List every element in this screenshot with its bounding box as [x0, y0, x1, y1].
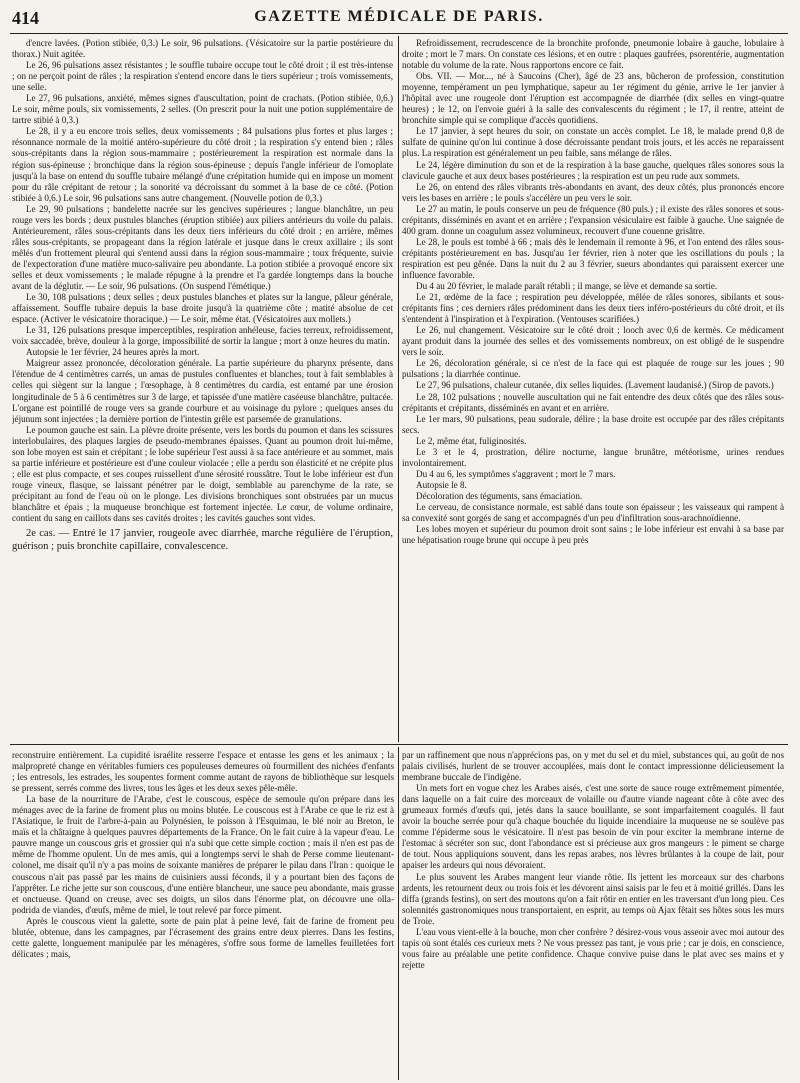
paragraph: reconstruire entièrement. La cupidité israélite resserre l'espace et entasse les gens et les animaux ; la malpropreté change en véritables fumiers ces populeuses demeures où fourmillent des nichées d'enfants ; les entresols, les estrades, les soupentes forment comme autant de rayons de bibliothèque sur lesquels se pressent, serrés comme des livres, tous les âges et les deux sexes pêle-mêle.: [12, 750, 394, 794]
page-number: 414: [12, 8, 39, 28]
paragraph: d'encre lavées. (Potion stibiée, 0,3.) Le soir, 96 pulsations. (Vésicatoire sur la partie postérieure du thorax.) Nuit agitée.: [12, 38, 393, 60]
paragraph: Le 26, on entend des râles vibrants très-abondants en avant, des deux côtés, plus prononcés encore vers les bases en arrière ; le pouls s'accélère un peu vers le soir.: [402, 181, 784, 203]
article-column-left: [12, 38, 393, 739]
paragraph: Le 21, œdème de la face ; respiration peu développée, mêlée de râles sonores, sibilants et sous-crépitants fins ; ces derniers râles prédominent dans les deux tiers inféro-postérieurs du côté droit, et ils s'entendent à l'inspiration et à l'expiration. (Ventouses scarifiées.): [402, 292, 784, 325]
article-column-right: [402, 38, 784, 739]
paragraph: Le 26, décoloration générale, si ce n'est de la face qui est plaquée de rouge sur les joues ; 90 pulsations ; la diarrhée continue.: [402, 358, 784, 380]
paragraph: Le 28, 102 pulsations ; nouvelle auscultation qui ne fait entendre des deux côtés que des râles sous-crépitants et crépitants, disséminés en avant et en arrière.: [402, 391, 784, 413]
column-divider-bottom: [398, 747, 399, 1080]
column-divider-top: [398, 36, 399, 742]
paragraph: Le poumon gauche est sain. La plèvre droite présente, vers les bords du poumon et dans les scissures interlobulaires, des plaques largies de pseudo-membranes épaisses. Quant au poumon droit lui-même, son lobe moyen est sain et crépitant ; le lobe supérieur l'est aussi à sa face antérieure et au sommet, mais sa partie inférieure et postérieure est d'une couleur violacée ; elle a perdu son élasticité et ne crépite plus ; elle est plus compacte, et ses coupes ruissellent d'une sérosité roussâtre. Tout le lobe inférieur est d'un rouge vineux, flasque, se laissant pénétrer par le doigt, semblable au parenchyme de la rate, se précipitant au fond de l'eau où on le plonge. Les divisions bronchiques sont obstruées par un mucus blanchâtre et épais ; la muqueuse bronchique est fortement injectée. Le cœur, de volume ordinaire, contient du sang en caillots dans ses cavités droites ; les cavités gauches sont vides.: [12, 424, 393, 524]
paragraph: Le 3 et le 4, prostration, délire nocturne, langue brunâtre, météorisme, urines rendues involontairement.: [402, 446, 784, 468]
paragraph: par un raffinement que nous n'apprécions pas, on y met du sel et du miel, substances qui, au goût de nos palais civilisés, hurlent de se trouver accouplées, mais dont le contact impressionne délicieusement la membrane buccale de l'indigène.: [402, 750, 784, 783]
paragraph: Le 24, légère diminution du son et de la respiration à la base gauche, quelques râles sonores sous la clavicule gauche et aux deux bases postérieures ; la respiration est un peu rude aux sommets.: [402, 159, 784, 181]
paragraph: Décoloration des téguments, sans émaciation.: [416, 490, 583, 501]
paragraph: Le 27, 96 pulsations, anxiété, mêmes signes d'auscultation, point de crachats. (Potion stibiée, 0,6.) Le soir, même pouls, six vomissements, 2 selles. (On prescrit pour la nuit une potion supplémentaire de tartre stibié à 0,3.): [12, 93, 393, 126]
paragraph: Un mets fort en vogue chez les Arabes aisés, c'est une sorte de sauce rouge extrêmement pimentée, dans laquelle on a fait cuire des morceaux de volaille ou d'autre viande nageant côte à côte avec des grumeaux formés d'œufs qui, jetés dans la sauce bouillante, se sont imparfaitement coagulés. Il faut avoir la bouche serrée pour qu'à chaque bouchée du liquide incendiaire la muqueuse ne se soulève pas comme l'épiderme sous le vésicatoire. Il n'est pas besoin de vin pour exciter la membrane interne de l'estomac à sécréter son suc, dont l'abondance est si précieuse aux gros mangeurs : le piment se charge de tout. Nous appliquions souvent, dans les repas arabes, nos lèvres brûlantes à la coupe de lait, pour apaiser les ardeurs qui nous dévoraient.: [402, 783, 784, 871]
paragraph: Le 29, 90 pulsations ; bandelette nacrée sur les gencives supérieures ; langue blanchâtre, un peu rouge vers les bords ; deux pustules blanches (éruption stibiée) aux piliers antérieurs du voile du palais. Antérieurement, râles sous-crépitants dans les deux tiers inférieurs du côté droit ; en arrière, mêmes râles sous-crépitants, se propageant dans la région latérale et jusque dans le creux axillaire ; ils sont mêlés d'un frottement pleural qui s'entend aussi dans la région sous-mammaire ; toux fréquente, suivie de l'expectoration d'une matière muco-salivaire peu abondante. La potion stibiée a provoqué encore six selles et deux vomissements ; le malade répugne à la prendre et l'a gardée longtemps dans la bouche avant de la déglutir. — Le soir, 96 pulsations. (On suspend l'émétique.): [12, 203, 393, 292]
paragraph: Le 1er mars, 90 pulsations, peau sudorale, délire ; la base droite est occupée par des râles crépitants secs.: [402, 413, 784, 435]
section-divider: [10, 744, 788, 745]
paragraph: Le plus souvent les Arabes mangent leur viande rôtie. Ils jettent les morceaux sur des charbons ardents, les retournent deux ou trois fois et les dévorent ainsi saisis par le feu et à moitié grillés. Dans les diffa (grands festins), on sert des moutons qu'on a fait rôtir en entier en les traversant d'un long pieu. Ces solennités gastronomiques nous transportaient, en esprit, au temps où Ajax fêtait ses hôtes sous les murs de Troie.: [402, 871, 784, 926]
feuilleton-column-left: [12, 750, 394, 1080]
paragraph: Le 30, 108 pulsations ; deux selles ; deux pustules blanches et plates sur la langue, pâleur générale, affaissement. Souffle tubaire depuis la base droite jusqu'à la quatrième côte ; matité absolue de cet espace. (Activer le vésicatoire thoracique.) — Le soir, même état. (Vésicatoires aux mollets.): [12, 292, 393, 325]
feuilleton-column-right: [402, 750, 784, 1080]
paragraph: L'eau vous vient-elle à la bouche, mon cher confrère ? désirez-vous vous asseoir avec moi autour des tapis où sont étalés ces curieux mets ? Ne vous pressez pas tant, je vous prie ; car je dois, en conscience, vous faire au préalable une petite confidence. Chaque convive puise dans le plat avec ses mains et y rejette: [402, 926, 784, 970]
paragraph: Du 4 au 6, les symptômes s'aggravent ; mort le 7 mars.: [416, 468, 616, 479]
paragraph: Le 2, même état, fuliginosités.: [416, 435, 527, 446]
paragraph: Après le couscous vient la galette, sorte de pain plat à peine levé, fait de farine de froment peu blutée, obtenue, dans les campagnes, par l'écrasement des grains entre deux pierres. Dans les festins, cette galette, longuement manipulée par les ménagères, s'offre sous forme de lamelles feuilletées fort délicates ; mais,: [12, 915, 394, 959]
paragraph: Le 26, nul changement. Vésicatoire sur le côté droit ; looch avec 0,6 de kermès. Ce médicament ayant produit dans la journée des selles et des vomissements nombreux, on est obligé de le suspendre vers le soir.: [402, 325, 784, 358]
observation-heading: Obs. VII. — Mor..., né à Saucoins (Cher), âgé de 23 ans, bûcheron de profession, constitution moyenne, tempérament un peu lymphatique, sapeur au 1er régiment du génie, arrive le 1er janvier à l'hôpital avec une rougeole dont l'éruption est accompagnée de diarrhée (dix selles en vingt-quatre heures) ; le 12, on l'envoie guéri à la salle des convalescents du régiment ; le 17, il rentre, atteint de bronchite simple qui se complique d'accès quotidiens.: [402, 71, 784, 126]
case-heading: 2e cas. — Entré le 17 janvier, rougeole avec diarrhée, marche régulière de l'éruption, guérison ; puis bronchite capillaire, convalescence.: [12, 528, 393, 552]
header-rule: [10, 33, 788, 34]
paragraph: La base de la nourriture de l'Arabe, c'est le couscous, espèce de semoule qu'on prépare dans les ménages avec de la farine de froment plus ou moins blutée. Le couscous est à l'Arabe ce que le riz est à l'Asiatique, le fruit de l'arbre-à-pain au Polynésien, le poisson à l'Esquimau, le blé noir au Breton, le maïs et la châtaigne à quelques pauvres départements de la France. On le fait cuire à la vapeur d'eau. Le pauvre mange un couscous gris et grossier qui n'a subi que cette simple coction ; mais il n'en est pas de même de l'homme opulent. Un de mes amis, qui a longtemps servi le shah de Perse comme lieutenant-colonel, me disait qu'il n'y a pas moins de soixante manières de préparer le pilau dans l'Iran : quoique le couscous n'ait pas passé par les mains de cuisiniers aussi féconds, il y a pourtant bien des façons de l'apprêter. Le riche jette sur son couscous, d'une entière blancheur, une sauce peu abondante, mais grasse et onctueuse. Quand on creuse, avec ses doigts, un silos dans l'énorme plat, on découvre une olla-podrida de viandes, d'œufs, même de miel, le tout relevé par force piment.: [12, 794, 394, 915]
paragraph: Le 26, 96 pulsations assez résistantes ; le souffle tubaire occupe tout le côté droit ; il est très-intense ; on ne perçoit point de râles ; la respiration s'entend encore dans le tiers supérieur ; trois vomissements, une selle.: [12, 60, 393, 93]
paragraph: Du 4 au 20 février, le malade paraît rétabli ; il mange, se lève et demande sa sortie.: [416, 281, 718, 292]
paragraph: Refroidissement, recrudescence de la bronchite profonde, pneumonie lobaire à gauche, lobulaire à droite ; mort le 7 mars. On constate ces lésions, et en outre : plaques gaufrées, psorentérie, augmentation notable du volume de la rate. Nous rapportons encore ce fait.: [402, 38, 784, 71]
paragraph: Le 28, le pouls est tombé à 66 ; mais dès le lendemain il remonte à 96, et l'on entend des râles sous-crépitants postérieurement en bas. Jusqu'au 1er février, rien à noter que les oscillations du pouls ; la respiration est peu gênée. Dans la nuit du 2 au 3 février, sueurs abondantes qui paraissent exercer une influence favorable.: [402, 236, 784, 280]
paragraph: Le cerveau, de consistance normale, est sablé dans toute son épaisseur ; les vaisseaux qui rampent à sa convexité sont gorgés de sang et accompagnés d'un peu d'infiltration sous-arachnoïdienne.: [402, 501, 784, 524]
paragraph: Le 28, il y a eu encore trois selles, deux vomissements ; 84 pulsations plus fortes et plus larges ; résonnance normale de la moitié antéro-supérieure du côté droit ; la respiration s'y entend bien ; râles sous-crépitants dans la région sous-mammaire ; postérieurement la respiration est normale dans la région sus-épineuse ; bronchique dans la région sous-épineuse ; depuis l'angle inférieur de l'omoplate jusqu'à la base on entend du souffle tubaire mélangé d'une crépitation humide qui en impose un moment pour du râle crépitant de retour ; la sonorité va décroissant du sommet à la base de ce côté. (Potion stibiée à 0,6.) Le soir, 96 pulsations sans autre changement. (Nouvelle potion de 0,3.): [12, 126, 393, 203]
autopsy-heading: Autopsie le 8.: [416, 479, 467, 490]
journal-title: GAZETTE MÉDICALE DE PARIS.: [254, 8, 544, 25]
paragraph: Le 27 au matin, le pouls conserve un peu de fréquence (80 puls.) ; il existe des râles sonores et sous-crépitants, disséminés en avant et en arrière ; l'expansion vésiculaire est faible à gauche. Une saignée de 400 gram. donne un coagulum assez volumineux, recouvert d'une couenne grisâtre.: [402, 203, 784, 236]
page-header: [10, 6, 788, 32]
paragraph: Le 17 janvier, à sept heures du soir, on constate un accès complet. Le 18, le malade prend 0,8 de sulfate de quinine qu'on lui continue à dose décroissante pendant trois jours, et les accès ne reparaissent plus. La respiration est généralement un peu faible, sans mélange de râles.: [402, 126, 784, 159]
autopsy-heading: Autopsie le 1er février, 24 heures après la mort.: [26, 347, 200, 358]
paragraph: Les lobes moyen et supérieur du poumon droit sont sains ; le lobe inférieur est envahi à sa base par une hépatisation rouge brune qui occupe à peu près: [402, 524, 784, 546]
paragraph: Maigreur assez prononcée, décoloration générale. La partie supérieure du pharynx présente, dans l'étendue de 4 centimètres carrés, un amas de pustules confluentes et blanches, tout à fait semblables à celles qui siègent sur la langue ; l'œsophage, à 8 centimètres du cardia, est entamé par une érosion longitudinale de 5 à 6 centimètres sur 3 de large, et tapissée d'une matière caséeuse blanchâtre, pultacée. L'organe est pointillé de rouge vers sa grande courbure et au voisinage du pylore ; quelques anses du jéjunum sont injectées ; la dernière portion de l'intestin grêle est parsemée de granulations.: [12, 358, 393, 424]
paragraph: Le 27, 96 pulsations, chaleur cutanée, dix selles liquides. (Lavement laudanisé.) (Sirop de pavots.): [416, 380, 774, 391]
paragraph: Le 31, 126 pulsations presque imperceptibles, respiration anhéleuse, facies terreux, refroidissement, voix saccadée, brève, douleur à la gorge, impossibilité de sortir la langue ; mort à onze heures du matin.: [12, 325, 393, 347]
